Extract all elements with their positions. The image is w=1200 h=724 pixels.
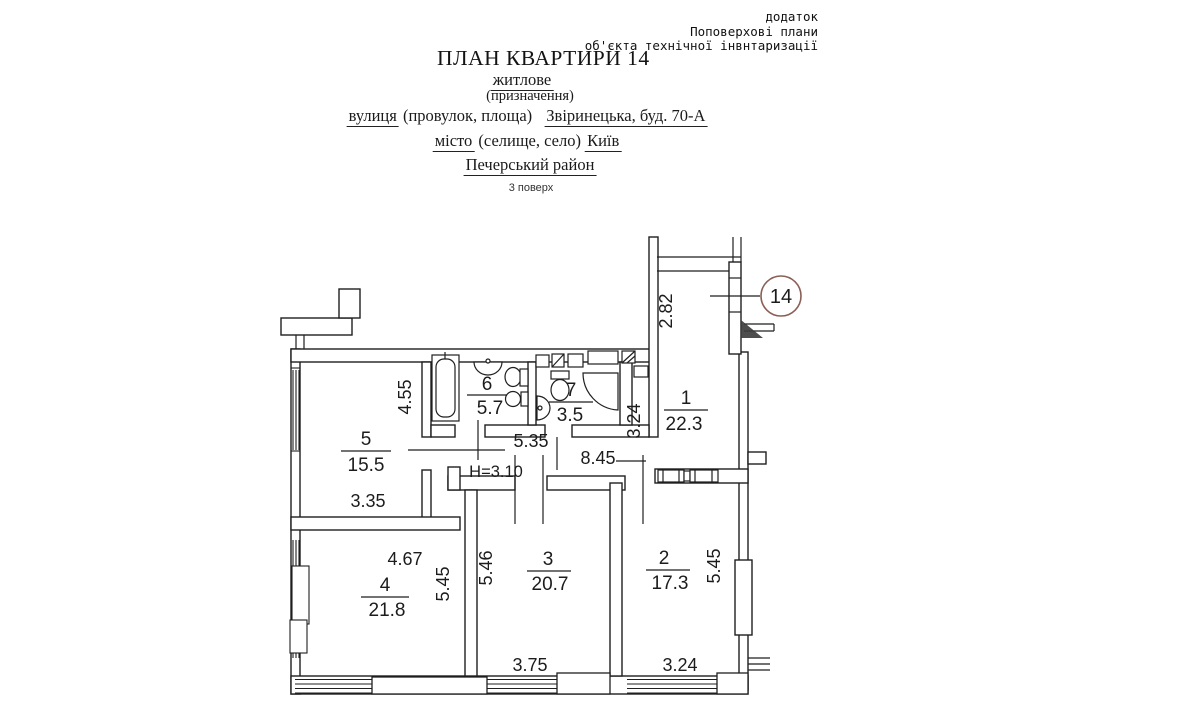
room-number: 1 [680, 388, 692, 409]
dim-2-82: 2.82 [656, 293, 676, 329]
panel-gap [684, 471, 690, 481]
room-area: 3.5 [556, 405, 584, 426]
dim-3-35: 3.35 [350, 491, 386, 511]
district-value: Печерський район [465, 155, 595, 174]
washbasin-tap [486, 359, 490, 363]
room-number: 3 [542, 549, 554, 570]
room-area: 15.5 [347, 455, 385, 476]
annex-line-1: додаток [765, 9, 818, 24]
shaft-step [339, 289, 360, 318]
city-value: Київ [587, 131, 620, 150]
street-label: вулиця [348, 106, 397, 125]
purpose-value: житлове [492, 70, 552, 89]
annex-line-2: Поповерхові плани [690, 23, 818, 39]
room-label-4 [361, 575, 409, 621]
city-label: місто [434, 131, 473, 150]
bathtub-inner [436, 359, 455, 417]
toilet-tank-room6 [520, 369, 528, 386]
wall-bottom [291, 676, 748, 694]
dim-5-45-room2: 5.45 [704, 548, 724, 584]
entry-door [741, 320, 763, 338]
wall-corridor-left [649, 237, 658, 437]
vent-box [536, 355, 549, 367]
dim-8-45: 8.45 [580, 448, 616, 468]
toilet-tank-room7 [551, 371, 569, 379]
room-number: 5 [360, 429, 372, 450]
window4-frame-b [290, 620, 307, 653]
wall-right [739, 352, 748, 690]
room-area: 5.7 [476, 398, 504, 419]
room-label-1 [664, 388, 708, 435]
room-label-3 [527, 549, 571, 595]
room-number: 4 [379, 575, 391, 596]
room-number: 2 [658, 548, 670, 569]
badge-number: 14 [769, 286, 793, 308]
street-caption: (провулок, площа) [402, 106, 533, 125]
dim-4-55: 4.55 [395, 379, 415, 415]
window-right-room2 [735, 560, 752, 635]
ceiling-height-note: H=3.10 [469, 463, 523, 481]
entry-door-swing [741, 320, 763, 338]
wall-room5-right-upper [422, 362, 431, 437]
vent-box [634, 366, 648, 377]
room-number: 7 [565, 380, 577, 401]
wall-room6-room7 [528, 362, 536, 425]
shaft-bar [281, 318, 352, 335]
washbasin-tap [538, 406, 542, 410]
wall-hall-stub [448, 467, 460, 490]
room-label-5 [341, 429, 391, 476]
vent-box [568, 354, 583, 367]
dim-5-35: 5.35 [513, 431, 549, 451]
room-label-2 [646, 548, 690, 594]
vent-box [588, 351, 618, 364]
room-area: 20.7 [531, 574, 569, 595]
dim-3-75: 3.75 [512, 655, 548, 675]
apartment-badge [761, 276, 801, 316]
bidet-room6 [506, 392, 521, 407]
corner-shower [583, 373, 618, 410]
window4-frame-a [292, 566, 309, 624]
dim-5-45-room4: 5.45 [433, 566, 453, 602]
bidet-tank-room6 [521, 392, 528, 406]
purpose-caption: (призначення) [486, 88, 574, 104]
room-area: 17.3 [651, 573, 689, 594]
balcony-door-room4 [372, 677, 487, 694]
dim-3-24-bottom: 3.24 [662, 655, 698, 675]
wall-bath-a [431, 425, 455, 437]
room-area: 21.8 [368, 600, 406, 621]
room-area: 22.3 [665, 414, 703, 435]
annex-line-3: об'єкта технічної інвнтаризації [584, 38, 818, 53]
wall-right-stub [748, 452, 766, 464]
partition-panels [658, 470, 718, 482]
street-value: Звіринецька, буд. 70-А [546, 106, 706, 125]
floor-note: 3 поверх [508, 182, 554, 194]
room-label-6 [467, 374, 507, 419]
page-title: ПЛАН КВАРТИРИ 14 [437, 46, 650, 70]
balcony-pier-mid [557, 673, 610, 694]
dim-4-67: 4.67 [387, 549, 423, 569]
city-caption: (селище, село) [478, 131, 581, 150]
panel-b [690, 470, 718, 482]
wall-corridor-right [729, 262, 741, 354]
balcony-pier-right [717, 673, 748, 694]
wall-room5-bottom [291, 517, 460, 530]
wall-room3-room2 [610, 483, 622, 676]
panel-a [658, 470, 684, 482]
wall-room5-right-lower [422, 470, 431, 520]
dim-3-24-room1: 3.24 [624, 403, 644, 439]
toilet-room6 [505, 368, 521, 387]
dim-5-46: 5.46 [476, 550, 496, 586]
room-number: 6 [481, 374, 493, 395]
